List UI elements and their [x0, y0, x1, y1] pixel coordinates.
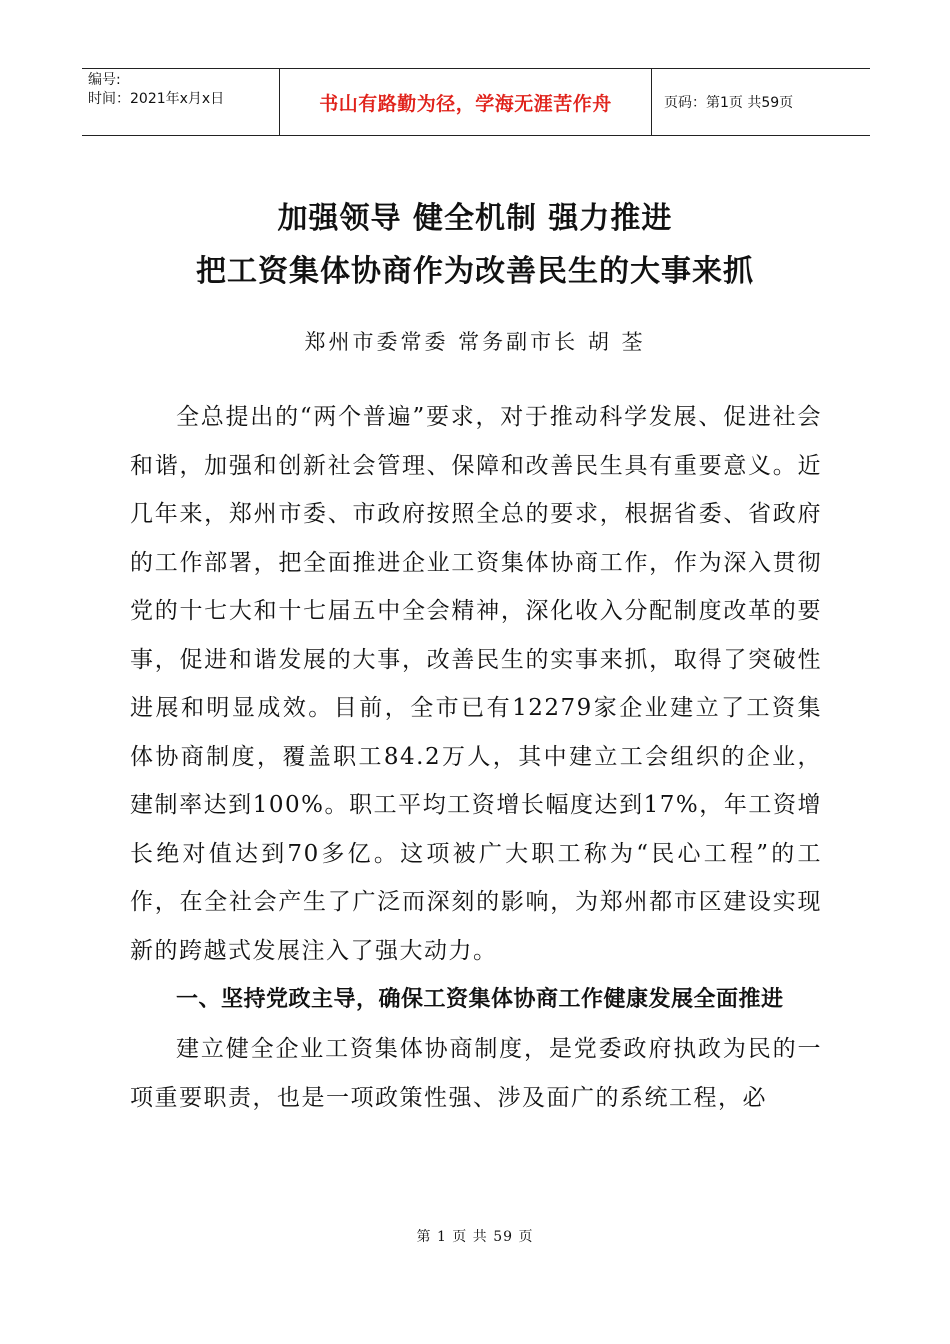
body-paragraph: 建立健全企业工资集体协商制度，是党委政府执政为民的一项重要职责，也是一项政策性强、涉及面广的系统工程，必: [130, 1036, 822, 1111]
header-meta: [82, 69, 280, 135]
document-title-line-2: 把工资集体协商作为改善民生的大事来抓: [196, 254, 754, 289]
number-label: 编号:: [88, 72, 121, 88]
author-line: 郑州市委常委 常务副市长 胡 荃: [304, 330, 646, 354]
page-code: 页码：第1页 共59页: [664, 95, 794, 111]
document-header: [82, 68, 870, 136]
header-page-cell: [652, 69, 870, 135]
document-body: [130, 393, 822, 1122]
section-heading: 一、坚持党政主导，确保工资集体协商工作健康发展全面推进: [176, 987, 784, 1012]
body-paragraph: 全总提出的“两个普遍”要求，对于推动科学发展、促进社会和谐，加强和创新社会管理、保障和改善民生具有重要意义。近几年来，郑州市委、市政府按照全总的要求，根据省委、省政府的工作部署，把全面推进企业工资集体协商工作，作为深入贯彻党的十七大和十七届五中全会精神，深化收入分配制度改革的要事，促进和谐发展的大事，改善民生的实事来抓，取得了突破性进展和明显成效。目前，全市已有12279家企业建立了工资集体协商制度，覆盖职工84.2万人，其中建立工会组织的企业，建制率达到100%。职工平均工资增长幅度达到17%，年工资增长绝对值达到70多亿。这项被广大职工称为“民心工程”的工作，在全社会产生了广泛而深刻的影响，为郑州都市区建设实现新的跨越式发展注入了强大动力。: [130, 404, 822, 964]
document-title-line-1: 加强领导 健全机制 强力推进: [277, 201, 673, 236]
motto-text: 书山有路勤为径，学海无涯苦作舟: [319, 92, 612, 115]
header-motto-cell: [280, 69, 652, 135]
page-footer: 第 1 页 共 59 页: [416, 1229, 534, 1245]
time-label: 时间：2021年x月x日: [88, 91, 225, 107]
